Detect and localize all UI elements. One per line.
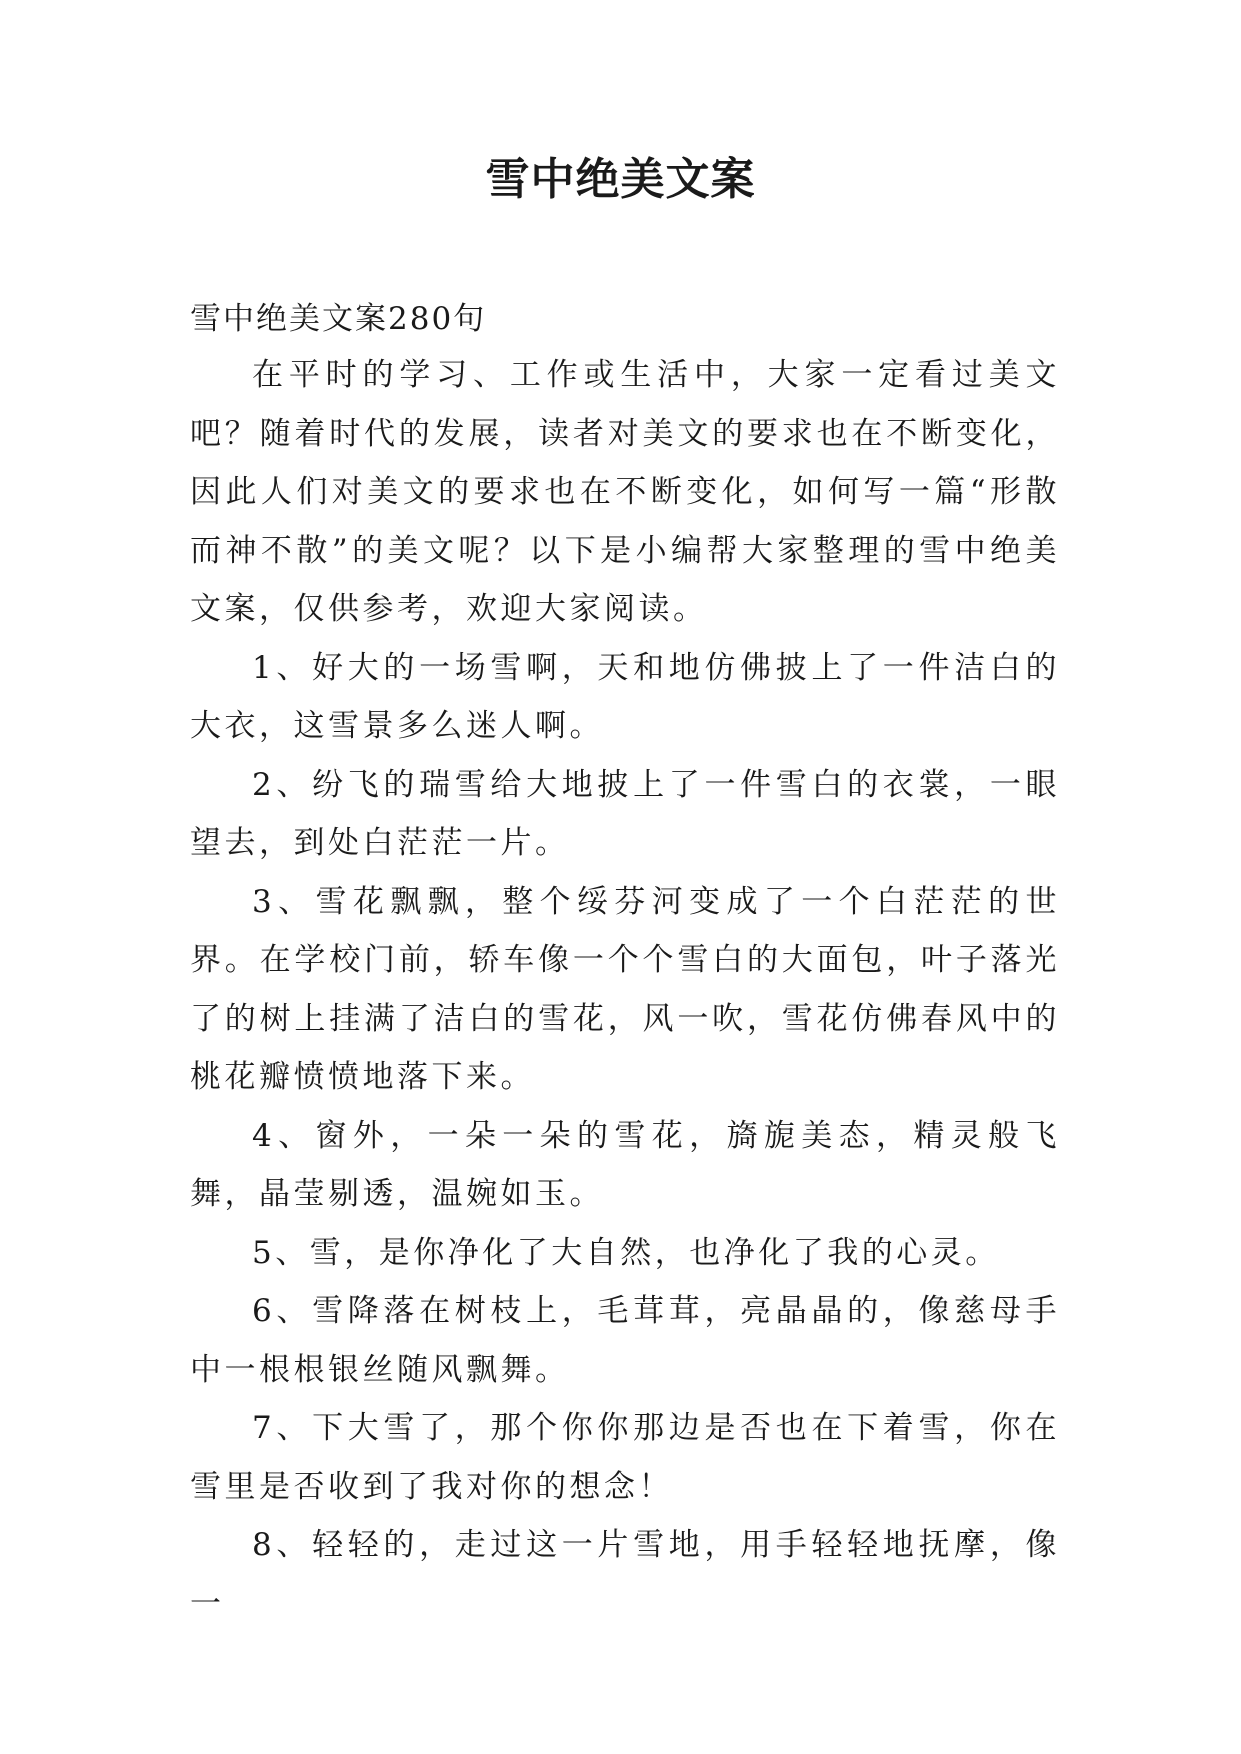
- intro-paragraph: 在平时的学习、工作或生活中，大家一定看过美文吧？随着时代的发展，读者对美文的要求也在不断变化，因此人们对美文的要求也在不断变化，如何写一篇“形散而神不散”的美文呢？以下是小编帮大家整理的雪中绝美文案，仅供参考，欢迎大家阅读。: [190, 357, 1060, 627]
- paragraph-item-1: 1、好大的一场雪啊，天和地仿佛披上了一件洁白的大衣，这雪景多么迷人啊。: [190, 649, 1060, 744]
- paragraph-item-7: 7、下大雪了，那个你你那边是否也在下着雪，你在雪里是否收到了我对你的想念！: [190, 1410, 1060, 1505]
- paragraph-item-5: 5、雪，是你净化了大自然，也净化了我的心灵。: [252, 1234, 1000, 1271]
- paragraph-item-4: 4、窗外，一朵一朵的雪花，旖旎美态，精灵般飞舞，晶莹剔透，温婉如玉。: [190, 1117, 1060, 1212]
- document-body: [190, 346, 1060, 1633]
- paragraph-item-3: 3、雪花飘飘，整个绥芬河变成了一个白茫茫的世界。在学校门前，轿车像一个个雪白的大面包，叶子落光了的树上挂满了洁白的雪花，风一吹，雪花仿佛春风中的桃花瓣愤愤地落下来。: [190, 883, 1060, 1095]
- document-title: 雪中绝美文案: [485, 154, 756, 205]
- paragraph-item-2: 2、纷飞的瑞雪给大地披上了一件雪白的衣裳，一眼望去，到处白茫茫一片。: [190, 766, 1060, 861]
- paragraph-item-6: 6、雪降落在树枝上，毛茸茸，亮晶晶的，像慈母手中一根根银丝随风飘舞。: [190, 1293, 1060, 1388]
- paragraph-item-8: 8、轻轻的，走过这一片雪地，用手轻轻地抚摩，像一: [190, 1527, 1060, 1622]
- document-subtitle: 雪中绝美文案280句: [190, 301, 487, 337]
